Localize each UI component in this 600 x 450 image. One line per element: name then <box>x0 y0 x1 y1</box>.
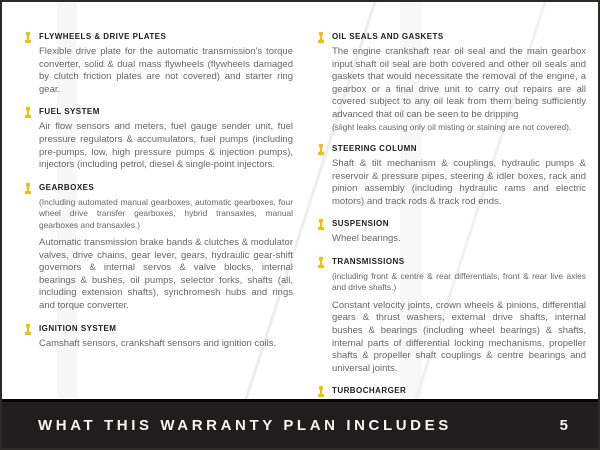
section-suspension <box>317 219 586 246</box>
section-paragraph: Shaft & tilt mechanism & couplings, hydraulic pumps & reservoir & pressure pipes, steering & idler boxes, rack and pinion assembly (including hydraulic rams and electric motors) and track rods & track rod ends. <box>332 157 586 207</box>
page-number: 5 <box>559 416 568 434</box>
section-paragraph-small: (slight leaks causing only oil misting or staining are not covered). <box>332 121 572 132</box>
section-paragraph: The engine crankshaft rear oil seal and the main gearbox input shaft oil seal are both covered and other oil seals and gaskets that would necessitate the removal of the engine, a gearbox or a final drive unit to carry out repairs are all covered subject to any oil leak from them being sufficiently advanced that oil can be seen to be dripping <box>332 46 586 120</box>
footer-bar <box>2 399 598 448</box>
left-column <box>24 32 293 396</box>
section-paragraph: Camshaft sensors, crankshaft sensors and ignition coils. <box>39 337 277 349</box>
section-paragraph: Automatic transmission brake bands & clutches & modulator valves, drive chains, gear lever, gears, hydraulic gear-shift governors & internal servos & valve blocks, internal bearings & bushes, oil pumps, selector forks, shafts (all, including extension shafts), synchromesh hubs and rings and torque converter. <box>39 236 293 311</box>
section-title: OIL SEALS AND GASKETS <box>332 32 444 41</box>
section-title: FUEL SYSTEM <box>39 107 100 117</box>
wrench-icon <box>24 324 32 335</box>
section-gearboxes <box>24 183 293 313</box>
section-transmissions <box>317 257 586 375</box>
page-content <box>2 32 598 396</box>
section-title: FLYWHEELS & DRIVE PLATES <box>39 32 167 41</box>
section-paragraph: Flexible drive plate for the automatic transmission's torque converter, solid & dual mass flywheels (flywheels damaged by clutch friction plates are not covered) and starter ring gear. <box>39 46 293 95</box>
wrench-icon <box>317 32 325 43</box>
wrench-icon <box>317 386 325 397</box>
section-title: SUSPENSION <box>332 219 389 229</box>
section-paragraph: Wheel bearings. <box>332 233 401 245</box>
wrench-icon <box>317 144 325 155</box>
section-title: IGNITION SYSTEM <box>39 323 117 333</box>
section-title: TURBOCHARGER <box>332 386 407 396</box>
section-paragraph-small: (including front & centre & rear differentials, front & rear live axles and drive shafts.) <box>332 270 586 293</box>
section-paragraph: Constant velocity joints, crown wheels & pinions, differential gears & thrust washers, external drive shafts, internal bushes & bearings (including wheel bearings) & shafts, internal parts of differential locking mechanisms, propeller shafts & propeller shaft couplings & centre bearings and universal joints. <box>332 299 586 374</box>
footer-title: WHAT THIS WARRANTY PLAN INCLUDES <box>38 416 452 434</box>
section-fuel-system <box>24 107 293 171</box>
section-ignition-system <box>24 324 293 351</box>
wrench-icon <box>317 219 325 230</box>
wrench-icon <box>24 32 32 43</box>
section-title: TRANSMISSIONS <box>332 256 405 266</box>
section-oil-seals-and-gaskets <box>317 32 586 133</box>
wrench-icon <box>317 257 325 268</box>
section-title: STEERING COLUMN <box>332 143 417 153</box>
section-paragraph: Air flow sensors and meters, fuel gauge sender unit, fuel pressure regulators & accumulators, fuel pumps (including pre-pumps, low, high pressure pumps & injection pumps), injectors (including petrol, diesel & single-point injectors. <box>39 121 293 171</box>
section-flywheels-drive-plates <box>24 32 293 96</box>
wrench-icon <box>24 107 32 118</box>
right-column <box>317 32 586 396</box>
section-paragraph-small: (Including automated manual gearboxes, automatic gearboxes, four wheel drive transfer gearboxes, hybrid transaxles, manual gearboxes and transaxles.) <box>39 196 293 230</box>
wrench-icon <box>24 183 32 194</box>
section-steering-column <box>317 144 586 208</box>
section-title: GEARBOXES <box>39 182 95 192</box>
